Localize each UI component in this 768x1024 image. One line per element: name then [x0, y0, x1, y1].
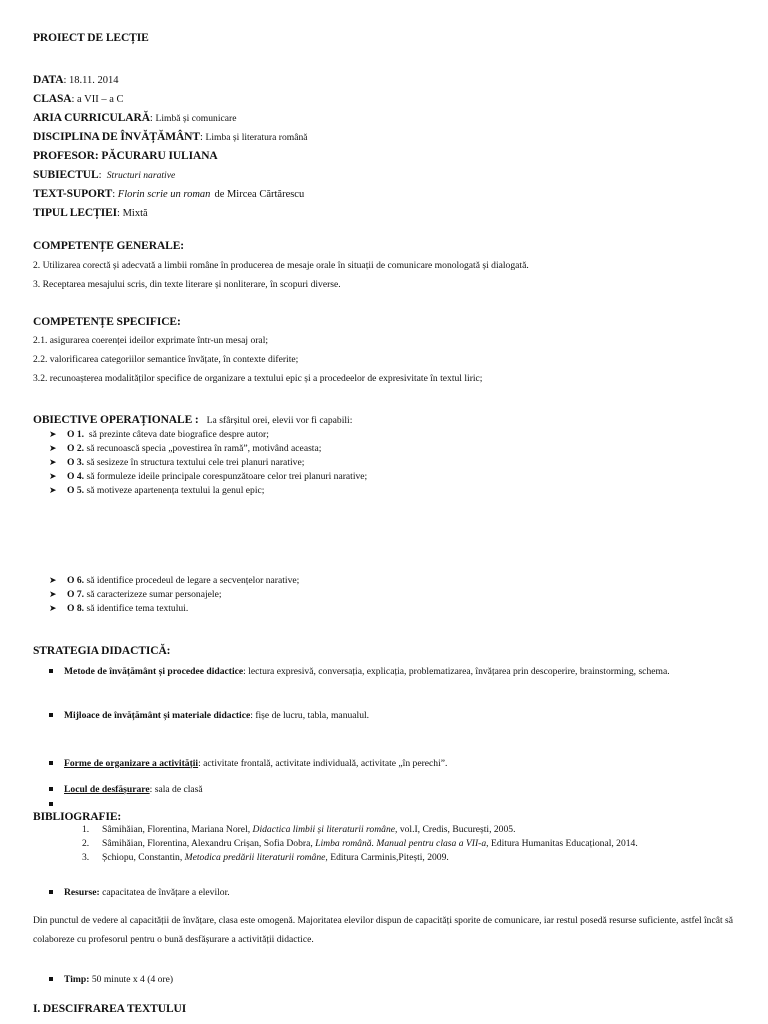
- arrow-bullet-icon: ➤: [49, 471, 57, 481]
- competente-generale-heading: COMPETENȚE GENERALE:: [33, 240, 185, 252]
- obiectiv-o8: ➤ O 8. să identifice tema textului.: [49, 603, 189, 614]
- bibliografie-item-1: 1. Sâmihăian, Florentina, Mariana Norel, Didactica limbii și literaturii române, vol.I, Credis, București, 2005.: [82, 824, 516, 835]
- info-class: CLASA: a VII – a C: [33, 93, 124, 105]
- arrow-bullet-icon: ➤: [49, 457, 57, 467]
- timp: Timp: 50 minute x 4 (4 ore): [33, 974, 173, 985]
- obiectiv-o3: ➤ O 3. să sesizeze în structura textului cele trei planuri narative;: [49, 457, 305, 468]
- square-bullet-icon: [49, 713, 53, 717]
- obiectiv-o6: ➤ O 6. să identifice procedeul de legare a secvențelor narative;: [49, 575, 300, 586]
- strategia-mijloace: Mijloace de învățământ și materiale didactice: fișe de lucru, tabla, manualul.: [33, 710, 369, 721]
- info-text-suport: TEXT-SUPORT: Florin scrie un roman de Mircea Cărtărescu: [33, 188, 305, 200]
- square-bullet-icon: [49, 787, 53, 791]
- class-description-paragraph: Din punctul de vedere al capacității de învățare, clasa este omogenă. Majoritatea elevilor dispun de capacități sporite de comunicare, iar restul posedă resurse suficiente, astfel încât să colaboreze cu profesorul pentru o bună desfășurare a activității didactice.: [33, 915, 734, 945]
- info-arie: ARIA CURRICULARĂ: Limbă și comunicare: [33, 112, 237, 124]
- competenta-specifica-2-1: 2.1. asigurarea coerenței ideilor exprimate într-un mesaj oral;: [33, 335, 269, 346]
- competente-specifice-heading: COMPETENȚE SPECIFICE:: [33, 316, 181, 328]
- obiectiv-o4: ➤ O 4. să formuleze ideile principale corespunzătoare celor trei planuri narative;: [49, 471, 368, 482]
- arrow-bullet-icon: ➤: [49, 429, 57, 439]
- info-profesor: PROFESOR: PĂCURARU IULIANA: [33, 150, 218, 162]
- info-subiect: SUBIECTUL: Structuri narative: [33, 169, 176, 181]
- bibliografie-item-2: 2. Sâmihăian, Florentina, Alexandru Crișan, Sofia Dobra, Limba română. Manual pentru clasa a VII-a, Editura Humanitas Educațional, 2014.: [82, 838, 638, 849]
- strategia-forme: Forme de organizare a activității: activitate frontală, activitate individuală, activitate „în perechi”.: [33, 758, 447, 769]
- competenta-specifica-2-2: 2.2. valorificarea categoriilor semantice învățate, în contexte diferite;: [33, 354, 299, 365]
- competenta-generala-3: 3. Receptarea mesajului scris, din texte literare și nonliterare, în scopuri diverse.: [33, 279, 341, 290]
- square-bullet-icon: [49, 761, 53, 765]
- arrow-bullet-icon: ➤: [49, 603, 57, 613]
- obiective-heading: OBIECTIVE OPERAȚIONALE : La sfârșitul orei, elevii vor fi capabili:: [33, 414, 353, 426]
- square-bullet-icon: [49, 977, 53, 981]
- competenta-specifica-3-2: 3.2. recunoașterea modalităților specifice de organizare a textului epic și a procedeelor de expresivitate în textul liric;: [33, 373, 483, 384]
- obiectiv-o2: ➤ O 2. să recunoască specia „povestirea în ramă”, motivând aceasta;: [49, 443, 322, 454]
- square-bullet-icon: [49, 669, 53, 673]
- strategia-heading: STRATEGIA DIDACTICĂ:: [33, 645, 171, 657]
- info-disciplina: DISCIPLINA DE ÎNVĂȚĂMÂNT: Limba și literatura română: [33, 131, 308, 143]
- resurse: Resurse: capacitatea de învățare a elevilor.: [33, 887, 230, 898]
- obiectiv-o5: ➤ O 5. să motiveze apartenența textului la genul epic;: [49, 485, 265, 496]
- square-bullet-icon: [49, 802, 53, 806]
- arrow-bullet-icon: ➤: [49, 443, 57, 453]
- bibliografie-item-3: 3. Șchiopu, Constantin, Metodica predării literaturii române, Editura Carminis,Pitești, 2009.: [82, 852, 449, 863]
- arrow-bullet-icon: ➤: [49, 575, 57, 585]
- competenta-generala-2: 2. Utilizarea corectă și adecvată a limbii române în producerea de mesaje orale în situații de comunicare monologată și dialogată.: [33, 260, 529, 271]
- section-heading: I. DESCIFRAREA TEXTULUI: [33, 1003, 187, 1015]
- bibliografie-heading: BIBLIOGRAFIE:: [33, 811, 122, 823]
- square-bullet-icon: [49, 890, 53, 894]
- arrow-bullet-icon: ➤: [49, 485, 57, 495]
- info-tip-lectie: TIPUL LECȚIEI: Mixtă: [33, 207, 148, 219]
- document-title: PROIECT DE LECȚIE: [33, 32, 149, 44]
- strategia-locul: Locul de desfășurare: sala de clasă: [33, 784, 203, 795]
- arrow-bullet-icon: ➤: [49, 589, 57, 599]
- obiectiv-o7: ➤ O 7. să caracterizeze sumar personajele;: [49, 589, 222, 600]
- empty-bullet: [33, 799, 64, 810]
- info-date: DATA: 18.11. 2014: [33, 74, 119, 86]
- obiectiv-o1: ➤ O 1. să prezinte câteva date biografice despre autor;: [49, 429, 269, 440]
- strategia-metode: Metode de învățământ și procedee didactice: lectura expresivă, conversația, explicația, problematizarea, învățarea prin descoperire, brainstorming, schema.: [33, 662, 768, 681]
